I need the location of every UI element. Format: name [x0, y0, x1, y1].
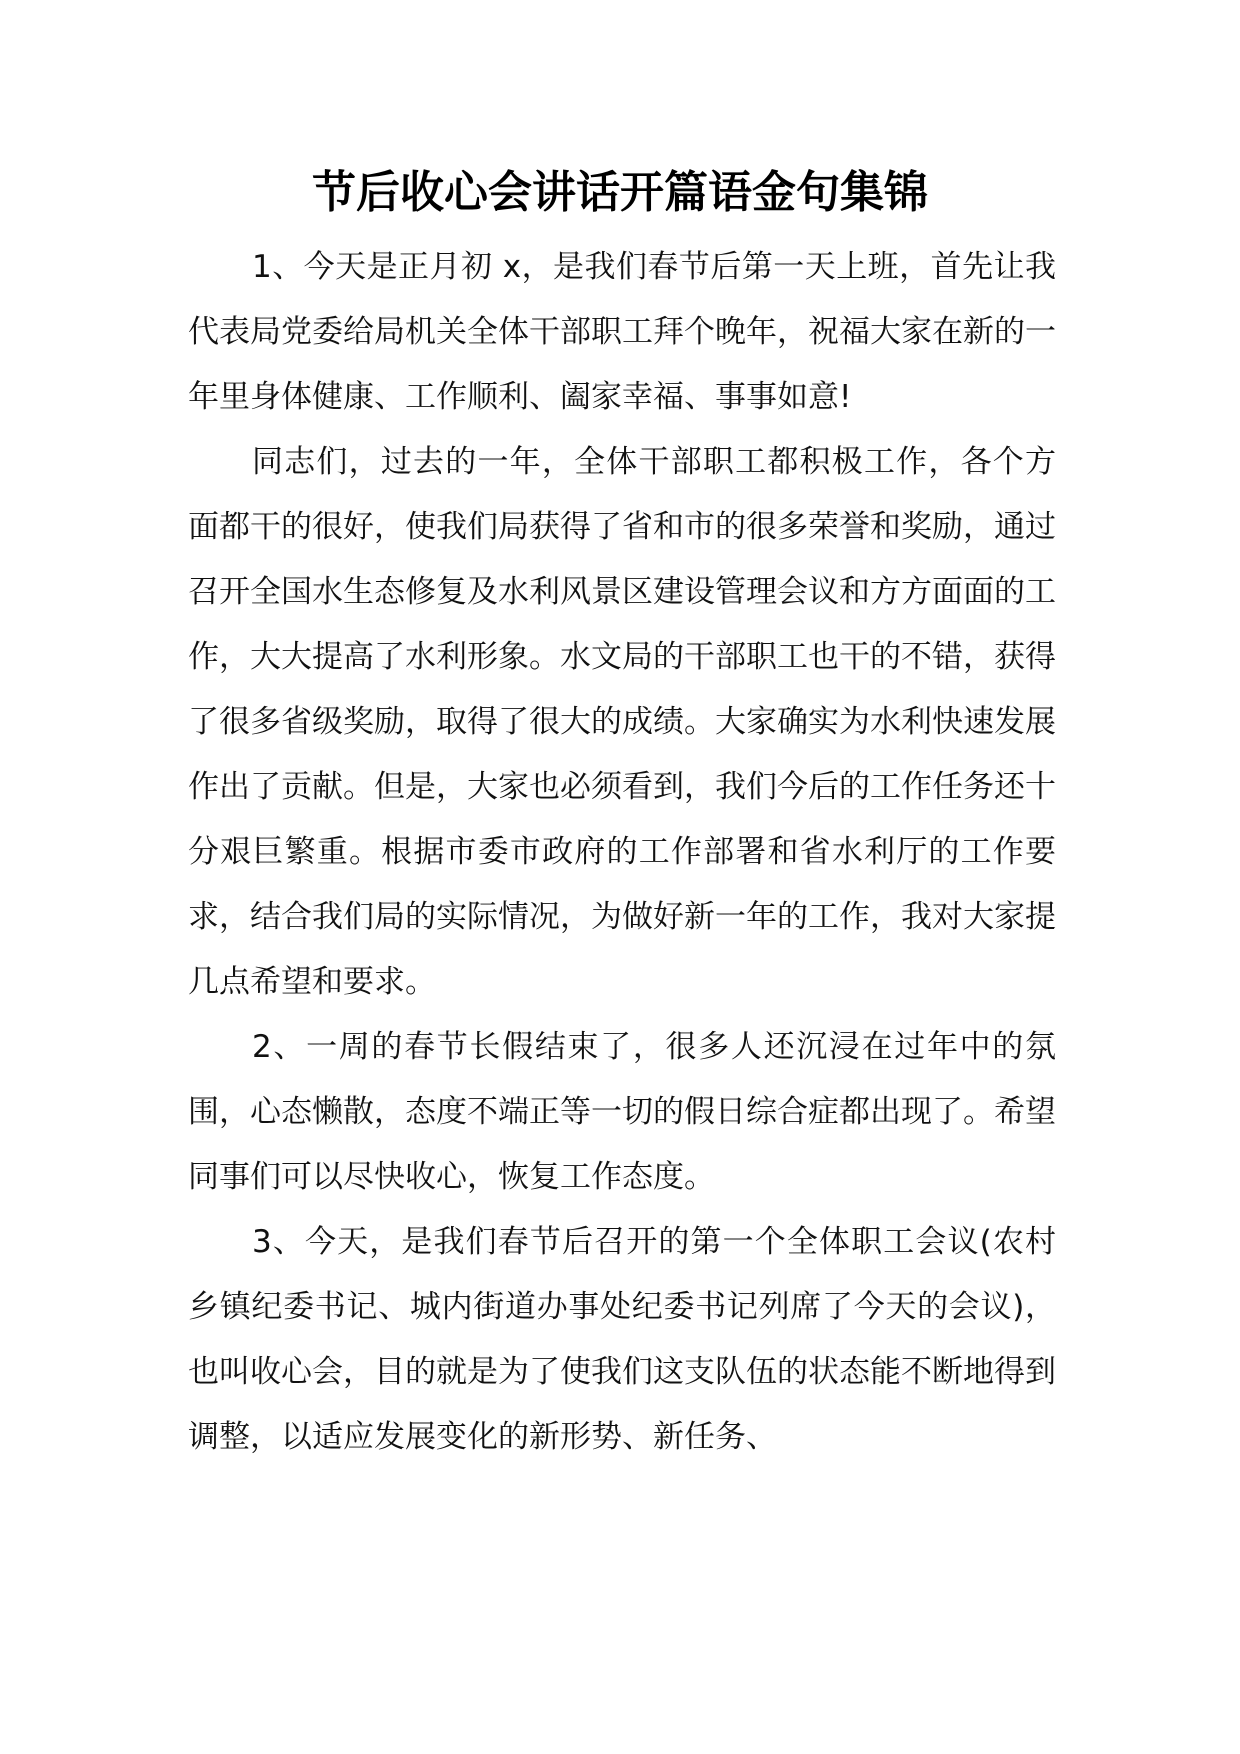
paragraph-2: 同志们，过去的一年，全体干部职工都积极工作，各个方面都干的很好，使我们局获得了省和市的很多荣誉和奖励，通过召开全国水生态修复及水利风景区建设管理会议和方方面面的工作，大大提高了水利形象。水文局的干部职工也干的不错，获得了很多省级奖励，取得了很大的成绩。大家确实为水利快速发展作出了贡献。但是，大家也必须看到，我们今后的工作任务还十分艰巨繁重。根据市委市政府的工作部署和省水利厅的工作要求，结合我们局的实际情况，为做好新一年的工作，我对大家提几点希望和要求。 — [188, 444, 1056, 1000]
paragraph-3: 2、一周的春节长假结束了，很多人还沉浸在过年中的氛围，心态懒散，态度不端正等一切的假日综合症都出现了。希望同事们可以尽快收心，恢复工作态度。 — [188, 1029, 1056, 1195]
document-body — [188, 235, 1056, 1470]
document-title: 节后收心会讲话开篇语金句集锦 — [312, 167, 928, 218]
paragraph-4: 3、今天，是我们春节后召开的第一个全体职工会议(农村乡镇纪委书记、城内街道办事处纪委书记列席了今天的会议)，也叫收心会，目的就是为了使我们这支队伍的状态能不断地得到调整，以适应发展变化的新形势、新任务、 — [188, 1224, 1056, 1455]
paragraph-1: 1、今天是正月初 x，是我们春节后第一天上班，首先让我代表局党委给局机关全体干部职工拜个晚年，祝福大家在新的一年里身体健康、工作顺利、阖家幸福、事事如意! — [188, 249, 1056, 415]
